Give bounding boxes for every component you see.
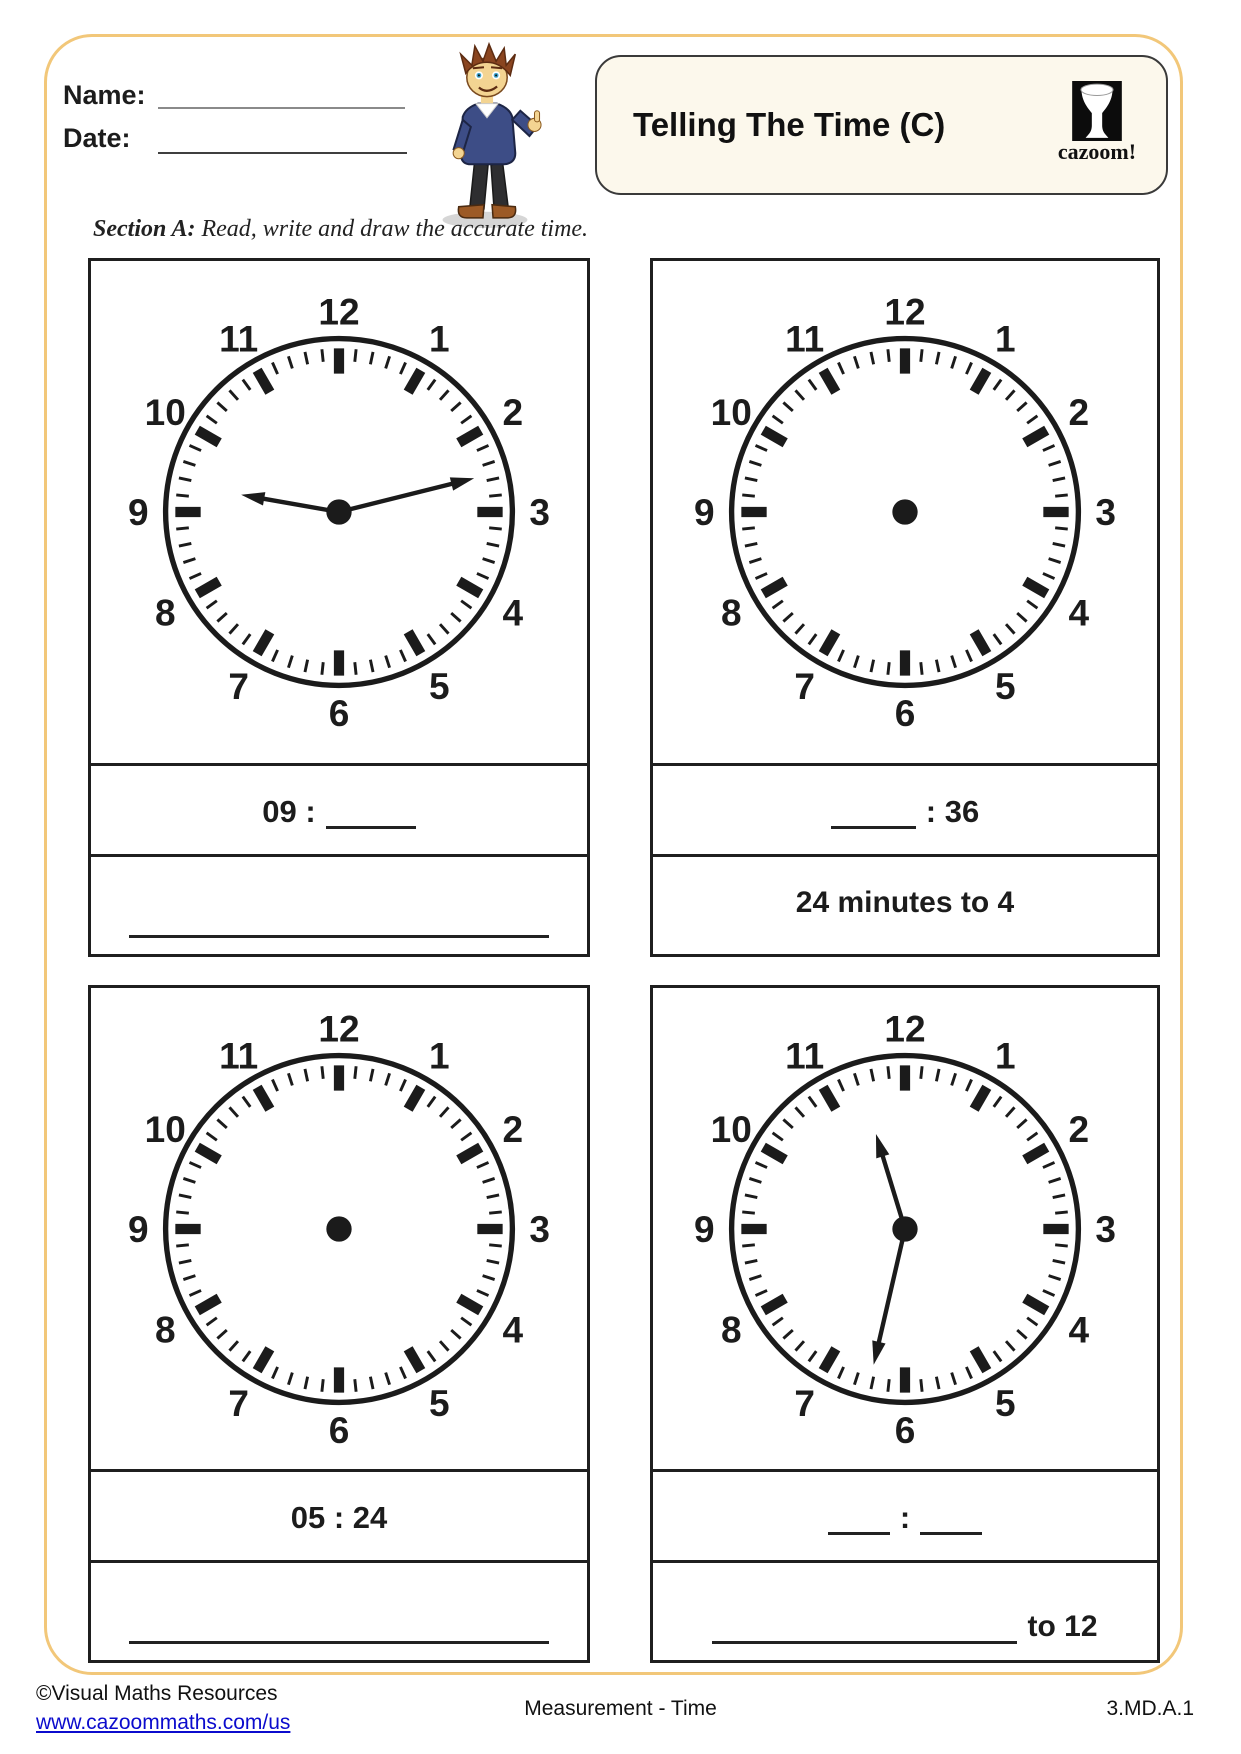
clock-number: 10 — [144, 390, 186, 433]
answer-blank[interactable] — [326, 825, 416, 829]
clock-card-2 — [650, 258, 1160, 957]
row-text: 05 : 24 — [290, 1500, 388, 1535]
clock-number: 12 — [884, 290, 926, 333]
clock-number: 12 — [318, 290, 360, 333]
clock-number: 3 — [1095, 491, 1116, 534]
row-text: 09 : — [262, 794, 316, 829]
footer-website-link[interactable]: www.cazoommaths.com/us — [36, 1711, 291, 1734]
center-dot — [892, 499, 917, 524]
center-dot — [326, 1216, 351, 1241]
footer-topic: Measurement - Time — [524, 1697, 717, 1720]
drum-icon — [1072, 81, 1122, 141]
footer-copyright: ©Visual Maths Resources — [36, 1682, 278, 1705]
digital-time-row — [653, 1469, 1157, 1560]
clock-number: 12 — [318, 1006, 360, 1049]
clock-face — [91, 988, 587, 1469]
clock-number: 5 — [429, 664, 450, 707]
written-answer-row — [91, 854, 587, 954]
date-label: Date: — [63, 123, 131, 153]
clock-number: 8 — [720, 1307, 742, 1350]
logo-text: cazoom! — [1057, 139, 1137, 164]
clock-number: 6 — [894, 1408, 916, 1451]
section-a-heading — [93, 216, 588, 243]
row-text: 24 minutes to 4 — [795, 885, 1015, 919]
clock-number: 1 — [995, 317, 1016, 360]
clock-number: 4 — [502, 591, 524, 634]
worksheet-title: Telling The Time (C) — [633, 106, 946, 143]
clock-number: 6 — [894, 691, 916, 734]
clock-number: 2 — [502, 390, 524, 433]
clock-number: 11 — [219, 317, 259, 360]
clock-number: 7 — [228, 1381, 249, 1424]
clock-number: 7 — [794, 664, 815, 707]
row-text: : — [899, 1500, 911, 1535]
analog-clock — [113, 286, 565, 738]
clock-face — [653, 988, 1157, 1469]
clock-number: 5 — [429, 1381, 450, 1424]
clock-number: 6 — [328, 691, 350, 734]
center-dot — [326, 499, 351, 524]
clock-number: 11 — [219, 1033, 259, 1076]
clock-number: 3 — [1095, 1207, 1116, 1250]
cartoon-boy-mascot — [416, 40, 558, 232]
title-box — [595, 55, 1168, 195]
clock-number: 8 — [154, 1307, 176, 1350]
clock-number: 2 — [1068, 1107, 1090, 1150]
digital-time-row — [91, 763, 587, 854]
clock-number: 9 — [694, 1207, 715, 1250]
clock-face — [91, 261, 587, 763]
answer-blank[interactable] — [712, 1640, 1017, 1644]
row-text: to 12 — [1027, 1610, 1098, 1643]
clock-number: 1 — [995, 1033, 1016, 1076]
clock-number: 3 — [529, 1207, 550, 1250]
answer-blank[interactable] — [129, 934, 549, 938]
clock-card-3 — [88, 985, 590, 1663]
written-answer-row — [653, 854, 1157, 954]
clock-number: 11 — [785, 317, 825, 360]
name-label: Name: — [63, 80, 146, 110]
clock-number: 12 — [884, 1006, 926, 1049]
clock-number: 6 — [328, 1408, 350, 1451]
clock-number: 1 — [429, 317, 450, 360]
clock-number: 10 — [144, 1107, 186, 1150]
written-answer-row — [653, 1560, 1157, 1660]
clock-number: 11 — [785, 1033, 825, 1076]
written-answer-row — [91, 1560, 587, 1660]
date-input-line[interactable] — [158, 129, 407, 154]
clock-number: 8 — [154, 591, 176, 634]
digital-time-row — [91, 1469, 587, 1560]
clock-number: 9 — [128, 1207, 149, 1250]
clock-number: 10 — [710, 1107, 752, 1150]
row-text: : 36 — [925, 794, 980, 829]
clock-number: 5 — [995, 664, 1016, 707]
center-dot — [892, 1216, 917, 1241]
clock-number: 9 — [694, 491, 715, 534]
answer-blank[interactable] — [828, 1531, 890, 1535]
answer-blank[interactable] — [831, 825, 916, 829]
clock-number: 3 — [529, 491, 550, 534]
analog-clock — [113, 1003, 565, 1455]
clock-number: 7 — [794, 1381, 815, 1424]
clock-number: 4 — [502, 1307, 524, 1350]
clock-number: 5 — [995, 1381, 1016, 1424]
clock-number: 4 — [1068, 1307, 1090, 1350]
answer-blank[interactable] — [129, 1640, 549, 1644]
digital-time-row — [653, 763, 1157, 854]
clock-number: 7 — [228, 664, 249, 707]
analog-clock — [679, 1003, 1131, 1455]
clock-number: 10 — [710, 390, 752, 433]
clock-number: 2 — [502, 1107, 524, 1150]
clock-card-1 — [88, 258, 590, 957]
section-a-label: Section A: — [93, 216, 196, 242]
clock-number: 4 — [1068, 591, 1090, 634]
name-input-line[interactable] — [158, 84, 405, 109]
clock-number: 9 — [128, 491, 149, 534]
footer-standard-code: 3.MD.A.1 — [1106, 1697, 1194, 1720]
cazoom-logo — [1042, 81, 1152, 165]
section-a-instruction: Read, write and draw the accurate time. — [201, 216, 589, 242]
answer-blank[interactable] — [920, 1531, 982, 1535]
clock-number: 2 — [1068, 390, 1090, 433]
thumb-up — [534, 111, 539, 122]
clock-number: 1 — [429, 1033, 450, 1076]
clock-card-4 — [650, 985, 1160, 1663]
clock-face — [653, 261, 1157, 763]
analog-clock — [679, 286, 1131, 738]
clock-number: 8 — [720, 591, 742, 634]
